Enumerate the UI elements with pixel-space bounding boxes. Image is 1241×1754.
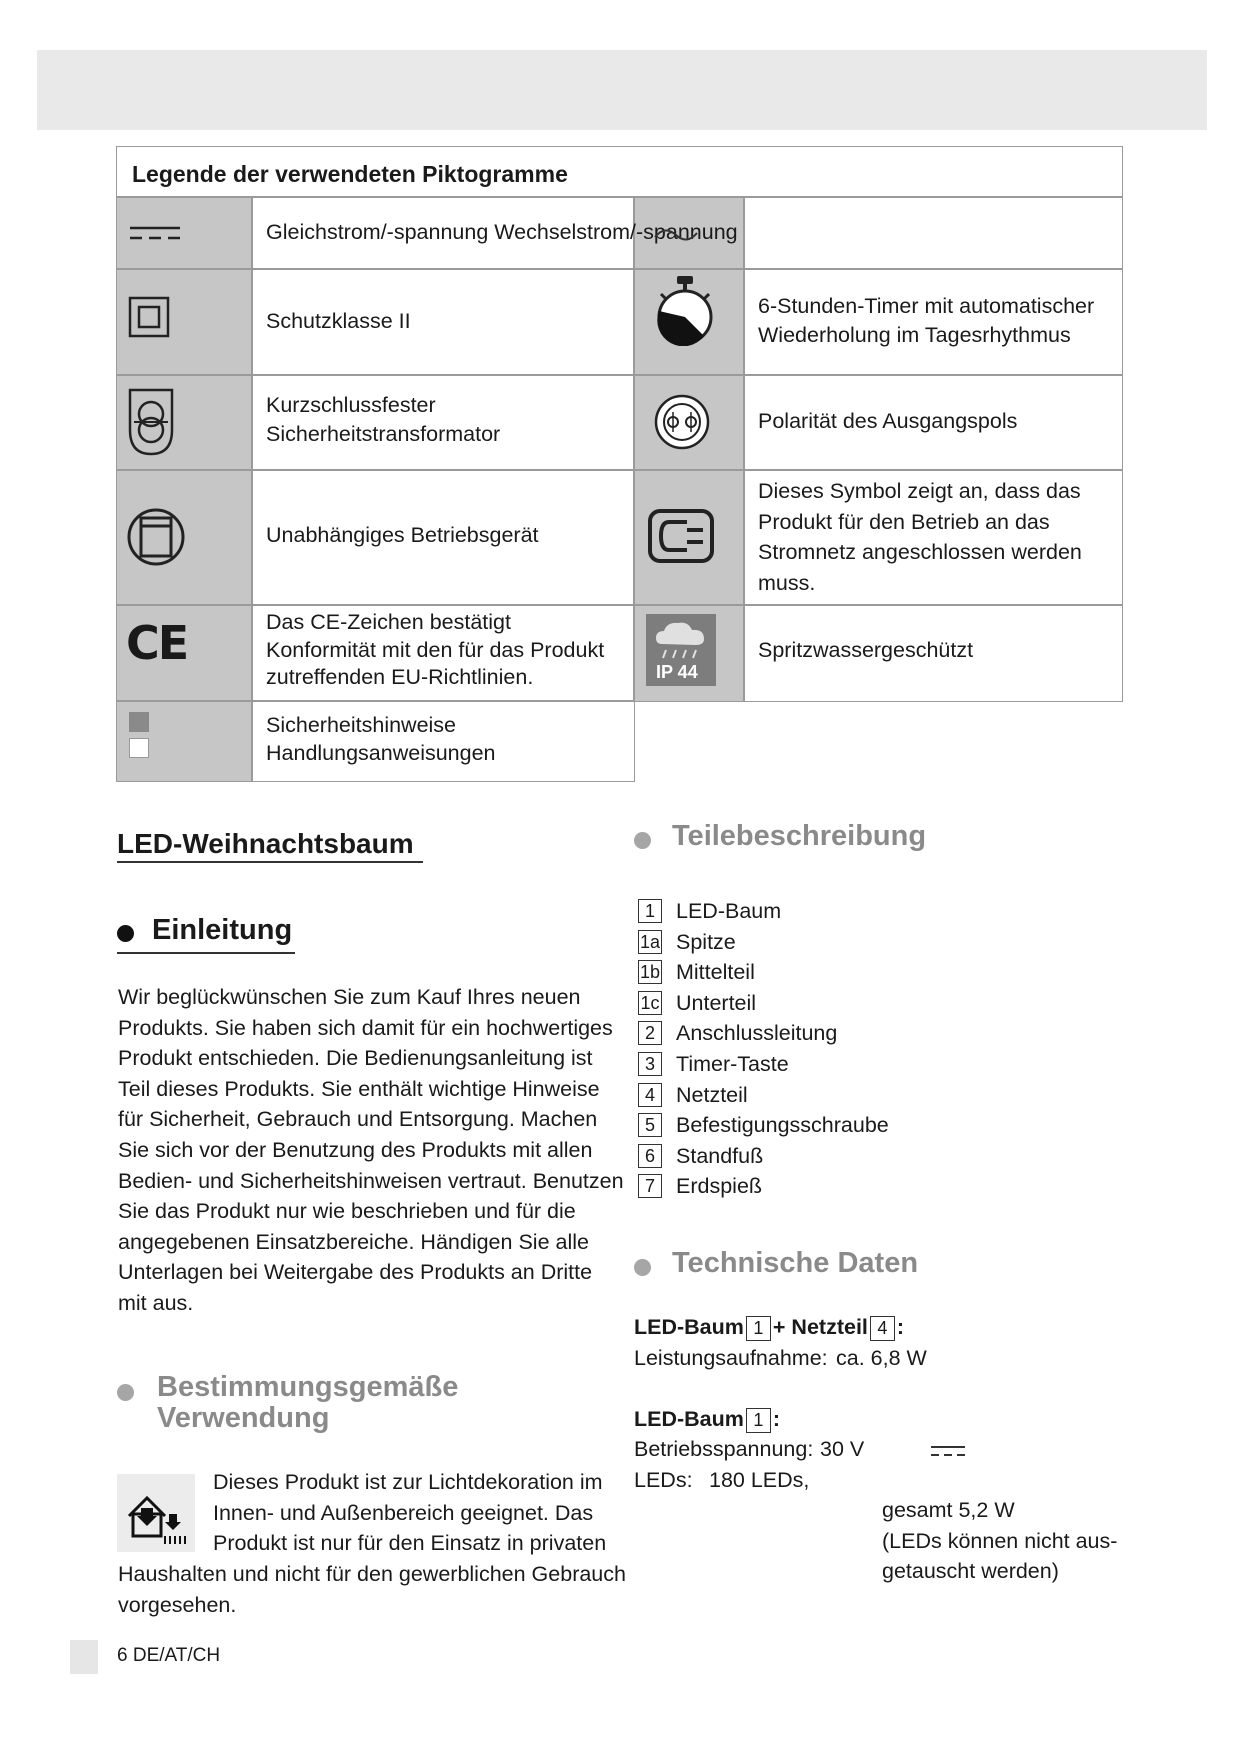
bestimmung-text-full: Haushalten und nicht für den gewerblichen Gebrauch vorgesehen. (118, 1562, 626, 1617)
bullet-icon (117, 1384, 134, 1401)
tech-note-2: getauscht werden) (882, 1559, 1059, 1583)
ac-current-icon (651, 225, 701, 245)
protection-class-2-icon (128, 296, 170, 338)
tech-leds-value: 180 LEDs, (709, 1468, 810, 1492)
safety-transformer-icon (126, 386, 176, 458)
einleitung-text: Wir beglückwünschen Sie zum Kauf Ihres neuen Produkts. Sie haben sich damit für ein hochwertiges Produkt entschieden. Die Bedienungsanleitung ist Teil dieses Produkts. Sie enthält wichtige Hinweise für Sicherheit, Gebrauch und Entsorgung. Machen Sie sich vor der Benutzung des Produkts mit allen Bedien- und Sicherheitshinweisen vertraut. Benutzen Sie das Produkt nur wie beschrieben und für die angegebenen Einsatzbereiche. Händigen Sie alle Unterlagen bei Weitergabe des Produkts an Dritte mit aus. (118, 985, 624, 1315)
legend-text-betriebsgeraet: Unabhängiges Betriebsgerät (266, 523, 539, 547)
page-region: DE/AT/CH (132, 1645, 221, 1666)
tech-leistung-value: ca. 6,8 W (836, 1346, 927, 1370)
tech-note-1: (LEDs können nicht aus- (882, 1529, 1118, 1553)
legend-text-handlungsanweisungen: Handlungsanweisungen (266, 741, 496, 765)
legend-text-schutzklasse: Schutzklasse II (266, 308, 411, 333)
page-number: 6 (117, 1645, 128, 1666)
einleitung-underline (117, 952, 295, 954)
legend-text-spritzwasser: Spritzwassergeschützt (758, 638, 974, 662)
ip44-cloud-icon (646, 614, 716, 664)
dc-current-icon (128, 218, 182, 248)
pictogram-legend-table (116, 146, 1124, 782)
bullet-icon (634, 832, 651, 849)
tech-spannung-label: Betriebsspannung: (634, 1437, 814, 1461)
tech-gesamt: gesamt 5,2 W (882, 1498, 1015, 1522)
tech-spannung-value: 30 V (820, 1437, 865, 1461)
tech-leistung-label: Leistungsaufnahme: (634, 1346, 828, 1370)
top-header-bar (37, 50, 1207, 130)
legend-title: Legende der verwendeten Piktogramme (132, 161, 568, 187)
polarity-icon (653, 393, 711, 451)
indoor-outdoor-icon (117, 1474, 195, 1552)
legend-text-sicherheitshinweise: Sicherheitshinweise (266, 713, 457, 737)
tech-leds-label: LEDs: (634, 1468, 693, 1492)
legend-text-polaritaet: Polarität des Ausgangspols (758, 409, 1018, 433)
timer-icon (652, 274, 718, 346)
safety-square-icon (129, 712, 149, 732)
independent-device-icon (126, 506, 186, 568)
teile-heading: Teilebeschreibung (672, 820, 927, 852)
ip44-label: IP 44 (656, 662, 698, 682)
einleitung-heading: Einleitung (152, 914, 293, 946)
technische-heading: Technische Daten (672, 1247, 919, 1279)
bullet-icon (117, 925, 134, 942)
legend-text-timer: 6-Stunden-Timer mit automatischer Wiederholung im Tagesrhythmus (758, 294, 1095, 347)
bestimmung-text-indented: Dieses Produkt ist zur Lichtdekoration im Innen- und Außenbereich geeignet. Das Produkt ist nur für den Einsatz in privaten (213, 1470, 607, 1556)
legend-text-transformator: Kurzschlussfester Sicherheitstransformator (266, 393, 501, 446)
legend-text-dc-ac: Gleichstrom/-spannung Wechselstrom/-spannung (266, 220, 738, 244)
legend-text-stromnetz: Dieses Symbol zeigt an, dass das Produkt für den Betrieb an das Stromnetz angeschlossen werden muss. (758, 479, 1082, 595)
product-title: LED-Weihnachtsbaum (117, 828, 414, 859)
tech-block2-title: LED-Baum 1 : (634, 1407, 781, 1431)
instruction-square-icon (129, 738, 149, 758)
footer-marker (70, 1640, 98, 1674)
tech-block1-title: LED-Baum 1 + Netzteil 4 : (634, 1315, 905, 1339)
mains-plug-icon (647, 508, 715, 564)
product-title-underline (117, 861, 423, 863)
bestimmung-heading: Bestimmungsgemäße Verwendung (157, 1371, 459, 1434)
dc-current-icon (930, 1441, 966, 1461)
bullet-icon (634, 1259, 651, 1276)
legend-text-ce: Das CE-Zeichen bestätigt Konformität mit den für das Produkt zutreffenden EU-Richtlinien. (266, 610, 605, 689)
ip44-icon (646, 614, 716, 686)
ce-mark-icon: CE (126, 616, 188, 670)
page-footer (117, 1645, 220, 1667)
